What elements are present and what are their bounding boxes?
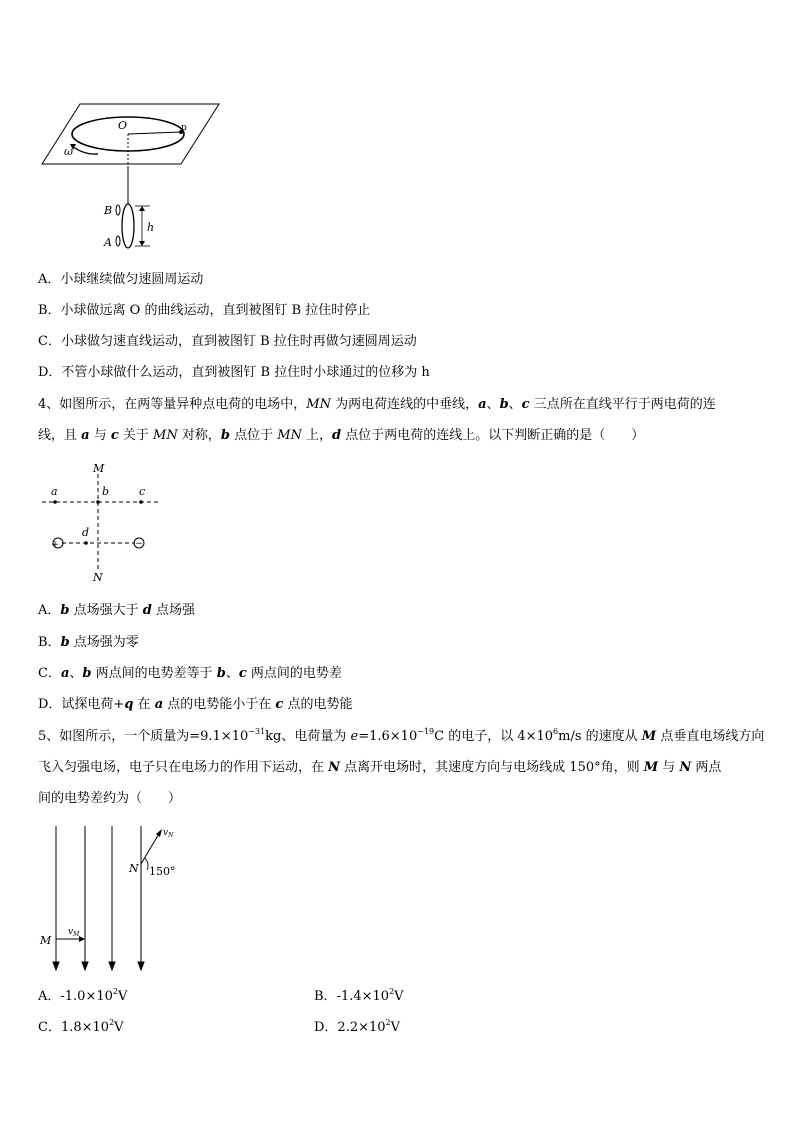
label-N: N <box>93 571 103 584</box>
q5-stem-line1: 5、如图所示，一个质量为$=9.1\times 10^{-31}kg$、电荷量为 $e=1.6\times 10^{-19}C$ 的电子，以 $4\times 10^6m/s$ 的速度从 M 点垂直电场线方向 <box>38 727 765 744</box>
label-M: M <box>40 934 52 947</box>
q4-option-a: A．b 点场强大于 d 点场强 <box>38 603 195 618</box>
figure-uniform-field <box>38 822 188 974</box>
q3-option-c: C．小球做匀速直线运动，直到被图钉 B 拉住时再做匀速圆周运动 <box>38 334 417 349</box>
q4-option-d: D．试探电荷+q 在 a 点的电势能小于在 c 点的电势能 <box>38 697 353 712</box>
label-vN: $v_N$ <box>163 828 174 839</box>
q4-option-b: B．b 点场强为零 <box>38 635 139 650</box>
label-c: c <box>139 485 146 498</box>
q3-option-d: D．不管小球做什么运动，直到被图钉 B 拉住时小球通过的位移为 h <box>38 365 430 380</box>
q5-option-a: A．$-1.0\times 10^2V$ <box>38 987 128 1004</box>
label-O: O <box>118 119 128 132</box>
q3-option-b: B．小球做远离 O 的曲线运动，直到被图钉 B 拉住时停止 <box>38 303 371 318</box>
negative-charge: − <box>135 539 143 549</box>
q4-stem-line2: 线，且 a 与 c 关于 MN 对称，b 点位于 MN 上，d 点位于两电荷的连线上。以下判断正确的是（ ） <box>38 428 645 443</box>
label-vM: $v_M$ <box>68 927 80 938</box>
label-angle: 150° <box>149 865 176 878</box>
label-h: h <box>147 221 155 234</box>
q5-option-d: D．$2.2\times 10^2V$ <box>314 1018 401 1035</box>
positive-charge: + <box>51 540 59 550</box>
label-a: a <box>51 485 58 498</box>
label-B: B <box>104 204 113 217</box>
q5-option-c: C．$1.8\times 10^2V$ <box>38 1018 124 1035</box>
label-b: b <box>102 485 110 498</box>
q4-stem-line1: 4、如图所示，在两等量异种点电荷的电场中，MN 为两电荷连线的中垂线，a、b、c 三点所在直线平行于两电荷的连 <box>38 397 716 412</box>
label-omega: ω <box>64 145 73 158</box>
label-M: M <box>93 462 105 475</box>
label-N: N <box>129 862 139 875</box>
figure-dipole <box>40 460 165 585</box>
q3-option-a: A．小球继续做匀速圆周运动 <box>38 272 204 287</box>
label-d: d <box>82 526 90 539</box>
q5-option-b: B．$-1.4\times 10^2V$ <box>314 987 404 1004</box>
label-p: p <box>181 123 187 133</box>
q5-stem-line2: 飞入匀强电场，电子只在电场力的作用下运动，在 N 点离开电场时，其速度方向与电场线成 150°角，则 M 与 N 两点 <box>38 760 722 775</box>
q5-stem-line3: 间的电势差约为（ ） <box>38 791 182 806</box>
q4-option-c: C．a、b 两点间的电势差等于 b、c 两点间的电势差 <box>38 666 342 681</box>
label-A: A <box>104 236 112 249</box>
figure-rotating-ball <box>38 100 228 252</box>
